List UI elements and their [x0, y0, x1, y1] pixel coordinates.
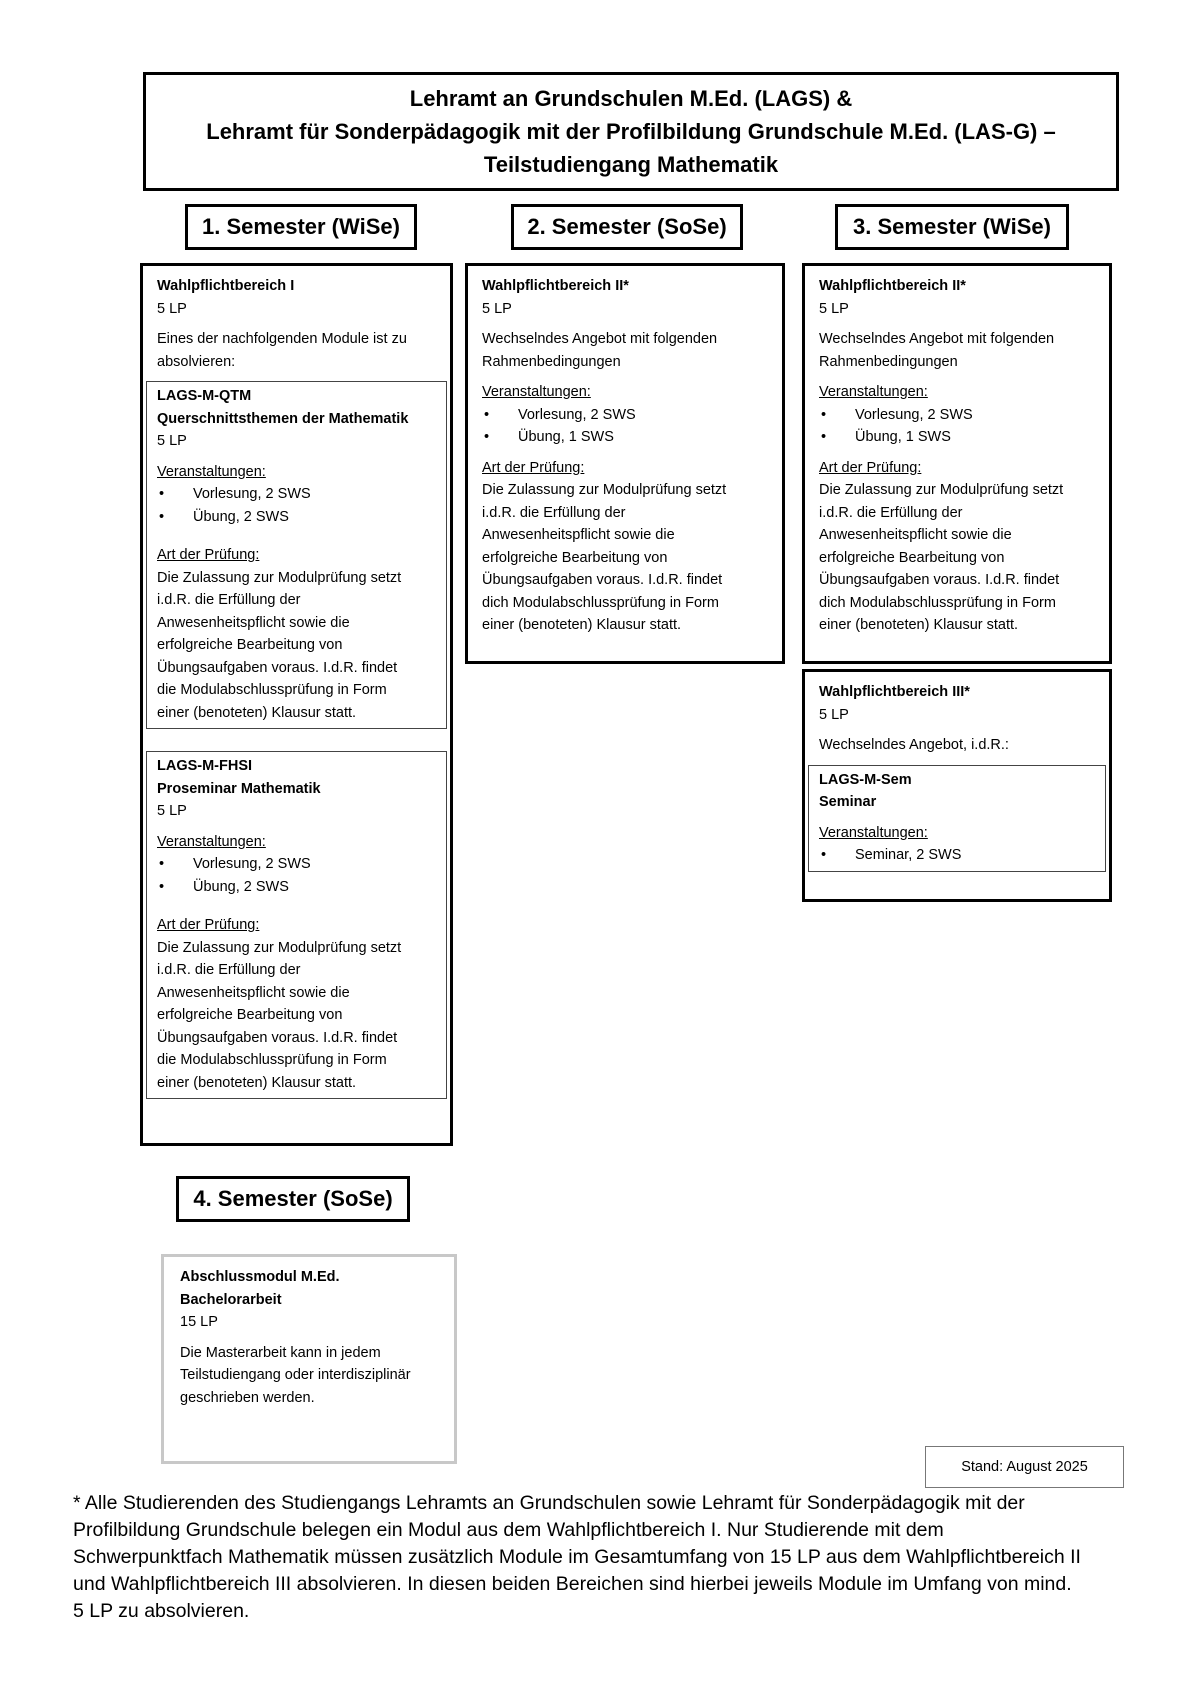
list-item: • Übung, 2 SWS [157, 506, 436, 529]
text-line: Übungsaufgaben voraus. I.d.R. findet [482, 572, 723, 588]
wpb1-heading: Wahlpflichtbereich I [157, 278, 295, 294]
text-line: erfolgreiche Bearbeitung von [819, 549, 1005, 566]
veranstaltungen-label: Veranstaltungen: [482, 384, 591, 400]
title-line-2: Lehramt für Sonderpädagogik mit der Profilbildung Grundschule M.Ed. (LAS-G) – [206, 119, 1056, 144]
wpb2-intro-1: Wechselndes Angebot mit folgenden [482, 331, 718, 347]
wpb2-heading: Wahlpflichtbereich II* [482, 278, 629, 294]
abschlussmodul-title: Abschlussmodul M.Ed. [180, 1269, 340, 1285]
list-item: • Vorlesung, 2 SWS [482, 404, 768, 427]
module-code: LAGS-M-Sem [819, 771, 912, 788]
text-line: Die Zulassung zur Modulprüfung setzt [482, 482, 727, 498]
semester-2-label: 2. Semester (SoSe) [511, 204, 743, 250]
pruefung-label: Art der Prüfung: [482, 459, 585, 476]
pruefung-text [157, 937, 436, 1095]
wpb3-heading: Wahlpflichtbereich III* [819, 684, 970, 700]
text-line: erfolgreiche Bearbeitung von [157, 637, 343, 653]
footnote-line: 5 LP zu absolvieren. [73, 1600, 250, 1622]
text-line: dich Modulabschlussprüfung in Form [819, 594, 1056, 611]
module-name: Seminar [819, 794, 877, 810]
text-line: Übungsaufgaben voraus. I.d.R. findet [157, 659, 398, 676]
list-item: • Vorlesung, 2 SWS [819, 404, 1095, 427]
text-line: die Modulabschlussprüfung in Form [157, 682, 387, 698]
text-line: Die Zulassung zur Modulprüfung setzt [157, 569, 402, 586]
pruefung-label: Art der Prüfung: [157, 917, 260, 933]
pruefung-text [819, 479, 1095, 637]
text-line: erfolgreiche Bearbeitung von [157, 1007, 343, 1023]
text-line: Anwesenheitspflicht sowie die [482, 527, 675, 543]
veranstaltungen-label: Veranstaltungen: [157, 463, 266, 480]
text-line: einer (benoteten) Klausur statt. [819, 617, 1019, 633]
abschlussmodul-box [161, 1254, 457, 1464]
wpb2-intro-2: Rahmenbedingungen [482, 353, 621, 370]
module-box-sem [808, 765, 1106, 872]
wahlpflichtbereich-2-box-sem3 [802, 263, 1112, 664]
semester-1-label: 1. Semester (WiSe) [185, 204, 417, 250]
wpb2-heading: Wahlpflichtbereich II* [819, 278, 966, 294]
pruefung-text [157, 567, 436, 725]
wahlpflichtbereich-1-box [140, 263, 453, 1146]
wpb2-intro-1: Wechselndes Angebot mit folgenden [819, 331, 1055, 347]
abschlussmodul-subtitle: Bachelorarbeit [180, 1291, 282, 1308]
text-line: erfolgreiche Bearbeitung von [482, 549, 668, 566]
semester-3-label: 3. Semester (WiSe) [835, 204, 1069, 250]
text-line: Übungsaufgaben voraus. I.d.R. findet [819, 572, 1060, 588]
text-line: einer (benoteten) Klausur statt. [157, 1074, 357, 1091]
pruefung-text [482, 479, 768, 637]
veranstaltungen-label: Veranstaltungen: [819, 824, 928, 841]
text-line: i.d.R. die Erfüllung der [157, 592, 301, 608]
text-line: Teilstudiengang oder interdisziplinär [180, 1367, 411, 1383]
wpb2-lp: 5 LP [482, 300, 512, 317]
module-lp: 5 LP [157, 433, 187, 449]
text-line: Anwesenheitspflicht sowie die [157, 984, 350, 1001]
text-line: einer (benoteten) Klausur statt. [157, 704, 357, 721]
title-line-1: Lehramt an Grundschulen M.Ed. (LAGS) & [409, 86, 853, 111]
list-item: • Vorlesung, 2 SWS [157, 483, 436, 506]
semester-4-label: 4. Semester (SoSe) [176, 1176, 410, 1222]
text-line: Die Zulassung zur Modulprüfung setzt [157, 939, 402, 956]
list-item: • Seminar, 2 SWS [819, 844, 1095, 867]
title-line-3: Teilstudiengang Mathematik [483, 152, 779, 177]
list-item: • Übung, 1 SWS [819, 426, 1095, 449]
module-name: Proseminar Mathematik [157, 780, 321, 797]
pruefung-label: Art der Prüfung: [819, 459, 922, 476]
document-title [143, 72, 1119, 191]
text-line: i.d.R. die Erfüllung der [482, 504, 626, 521]
text-line: Die Zulassung zur Modulprüfung setzt [819, 482, 1064, 498]
text-line: Anwesenheitspflicht sowie die [819, 527, 1012, 543]
wpb2-lp: 5 LP [819, 300, 849, 317]
module-box-fhsi [146, 751, 447, 1099]
text-line: die Modulabschlussprüfung in Form [157, 1052, 387, 1068]
wahlpflichtbereich-2-box [465, 263, 785, 664]
footnote-line: und Wahlpflichtbereich III absolvieren. In diesen beiden Bereichen sind hierbei jeweils Module im Umfang von mind. [73, 1573, 1072, 1595]
wpb2-intro-2: Rahmenbedingungen [819, 353, 958, 370]
wpb1-intro-1: Eines der nachfolgenden Module ist zu [157, 331, 407, 347]
text-line: einer (benoteten) Klausur statt. [482, 617, 682, 633]
footnote-line: * Alle Studierenden des Studiengangs Lehramts an Grundschulen sowie Lehramt für Sonderpädagogik mit der [73, 1492, 1025, 1514]
module-box-qtm [146, 381, 447, 729]
abschlussmodul-lp: 15 LP [180, 1314, 218, 1330]
text-line: i.d.R. die Erfüllung der [819, 504, 963, 521]
module-lp: 5 LP [157, 803, 187, 819]
pruefung-label: Art der Prüfung: [157, 547, 260, 563]
module-name: Querschnittsthemen der Mathematik [157, 410, 409, 427]
text-line: i.d.R. die Erfüllung der [157, 962, 301, 978]
module-code: LAGS-M-QTM [157, 388, 252, 404]
list-item: • Vorlesung, 2 SWS [157, 853, 436, 876]
text-line: Die Masterarbeit kann in jedem [180, 1344, 381, 1361]
wpb3-intro: Wechselndes Angebot, i.d.R.: [819, 737, 1009, 753]
text-line: Anwesenheitspflicht sowie die [157, 614, 350, 631]
footnote [73, 1490, 1133, 1625]
list-item: • Übung, 1 SWS [482, 426, 768, 449]
text-line: Übungsaufgaben voraus. I.d.R. findet [157, 1029, 398, 1046]
list-item: • Übung, 2 SWS [157, 876, 436, 899]
wpb1-lp: 5 LP [157, 300, 187, 317]
veranstaltungen-label: Veranstaltungen: [819, 384, 928, 400]
wpb1-intro-2: absolvieren: [157, 353, 236, 370]
veranstaltungen-label: Veranstaltungen: [157, 833, 266, 850]
wpb3-lp: 5 LP [819, 706, 849, 723]
text-line: dich Modulabschlussprüfung in Form [482, 594, 719, 611]
footnote-line: Profilbildung Grundschule belegen ein Modul aus dem Wahlpflichtbereich I. Nur Studierende mit dem [73, 1519, 944, 1541]
text-line: geschrieben werden. [180, 1389, 315, 1406]
stand-date: Stand: August 2025 [925, 1446, 1124, 1488]
footnote-line: Schwerpunktfach Mathematik müssen zusätzlich Module im Gesamtumfang von 15 LP aus dem Wahlpflichtbereich II [73, 1546, 1081, 1568]
module-code: LAGS-M-FHSI [157, 758, 253, 774]
wahlpflichtbereich-3-box [802, 669, 1112, 902]
